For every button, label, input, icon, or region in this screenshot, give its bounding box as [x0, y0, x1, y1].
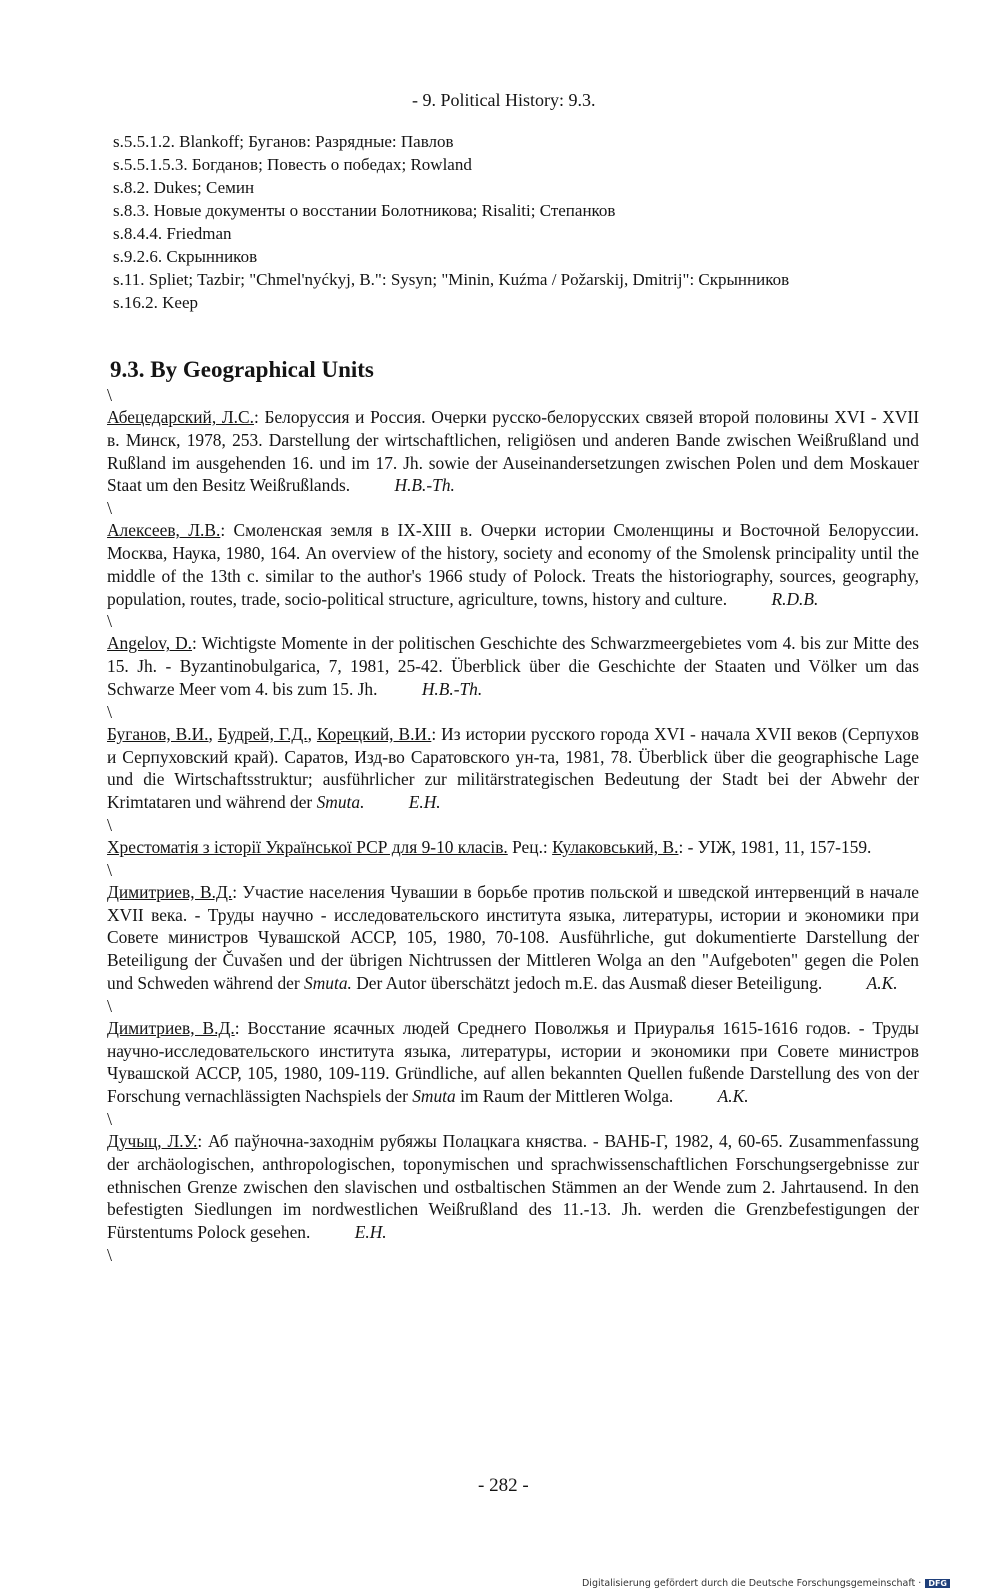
author-punctuation: , [307, 723, 317, 744]
entry-body: Аб паўночна-заходнім рубяжы Полацкага княства. - ВАНБ-Г, 1982, 4, 60-65. Zusammenfassung der archäologischen, anthropologischen, toponymischen und sprachwissenschaftlichen Forschungsergebnisse zur ethnischen Grenze zwischen den slavischen und ostbaltischen Stämmen an der Wende zum 2. Jahrtausend. In den befestigten Siedlungen im nordwestlichen Weißrußland des 11.-13. Jh. werden die Grenzbefestigungen der Fürstentums Polock gesehen. [107, 1130, 919, 1243]
reviewer-initials: R.D.B. [771, 588, 819, 609]
author-punctuation: : [232, 881, 238, 902]
entry-body: Белоруссия и Россия. Очерки русско-белорусских связей второй половины XVI - XVII в. Минск, 1978, 253. Darstellung der wirtschaftlichen, religiösen und anderen Bande zwischen Weißrußland und Rußland im ausgehenden 16. und im 17. Jh. sowie der Auseinandersetzungen zwischen Polen und dem Moskauer Staat um den Besitz Weißrußlands. [107, 407, 920, 496]
page-header: - 9. Political History: 9.3. [412, 90, 596, 110]
entry-body: : - УІЖ, 1981, 11, 157-159. [678, 836, 872, 857]
entry-author: Буганов, В.И. [107, 723, 209, 744]
cross-reference: s.9.2.6. Скрынников [113, 247, 258, 266]
bibliography-entry [107, 881, 919, 995]
entry-body: Der Autor überschätzt jedoch m.E. das Ausmaß dieser Beteiligung. [351, 972, 823, 993]
bibliography-entry [107, 723, 919, 814]
reviewer-initials: A.K. [866, 972, 898, 993]
reviewer-initials: H.B.-Th. [394, 475, 455, 496]
entry-author: Дучыц, Л.У. [107, 1130, 198, 1151]
italic-term: Smuta [412, 1086, 456, 1107]
author-punctuation: : [197, 1130, 203, 1151]
entry-separator: \ [107, 385, 113, 405]
author-punctuation: : [431, 723, 437, 744]
entry-author: Димитриев, В.Д. [107, 881, 233, 902]
entry-body: Участие населения Чувашии в борьбе против польской и шведской интервенций в начале XVII века. - Труды научно - исследовательского института языка, литературы, истории и экономики при Совете министров Чувашской АССР, 105, 1980, 70-108. Ausführliche, gut dokumentierte Darstellung der Beteiligung der Čuvašen und der übrigen Nichtrussen der Mittleren Wolga an den "Aufgeboten" gegen die Polen und Schweden während der [107, 881, 919, 993]
bibliography-entry [107, 406, 919, 497]
footer [582, 1578, 950, 1589]
bibliography-entry [107, 1017, 919, 1108]
bibliography-entry [107, 632, 919, 700]
entry-author: Димитриев, В.Д. [107, 1017, 235, 1038]
entry-body: Wichtigste Momente in der politischen Geschichte des Schwarzmeergebietes vom 4. bis zur Mitte des 15. Jh. - Byzantinobulgarica, 7, 1981, 25-42. Überblick über die Geschichte der Staaten und Völker um das Schwarze Meer vom 4. bis zum 15. Jh. [107, 633, 919, 699]
entry-reviewer: Кулаковський, В. [552, 836, 679, 857]
entry-author: Корецкий, В.И. [316, 723, 432, 744]
entry-separator: \ [107, 814, 113, 835]
entry-separator: \ [107, 995, 113, 1016]
entry-body: Рец.: [507, 836, 553, 857]
author-punctuation: , [208, 723, 218, 744]
cross-reference: s.11. Spliet; Tazbir; "Chmel'nyćkyj, B.": Sysyn; "Minin, Kuźma / Požarskij, Dmitrij": Скрынников [113, 270, 790, 289]
author-punctuation: : [253, 407, 259, 427]
cross-references [113, 130, 913, 314]
footer-text: Digitalisierung gefördert durch die Deutsche Forschungsgemeinschaft · [581, 1578, 922, 1589]
cross-reference: s.5.5.1.5.3. Богданов; Повесть о победах; Rowland [113, 155, 472, 174]
section-heading: 9.3. By Geographical Units [110, 357, 374, 382]
entry-author: Абецедарский, Л.С. [107, 407, 254, 427]
italic-term: Smuta. [304, 972, 352, 993]
page-number: - 282 - [478, 1475, 529, 1496]
entry-author: Angelov, D. [107, 633, 193, 654]
entry-separator: \ [107, 701, 113, 722]
cross-reference: s.8.2. Dukes; Семин [113, 178, 255, 197]
bibliography-entry [107, 836, 919, 859]
entry-body: Смоленская земля в IX-XIII в. Очерки истории Смоленщины и Восточной Белоруссии. Москва, Наука, 1980, 164. An overview of the history, society and economy of the Smolensk principality until the middle of the 13th c. similar to the author's 1966 study of Polock. Treats the historiography, sources, geography, population, routes, trade, socio-political structure, agriculture, towns, history and culture. [107, 520, 919, 609]
cross-reference: s.8.4.4. Friedman [113, 224, 232, 243]
entry-body: Из истории русского города XVI - начала XVII веков (Серпухов и Серпуховский край). Саратов, Изд-во Саратовского ун-та, 1981, 78. Überblick über die geographische Lage und die Wirtschaftsstruktur; ausführlicher zur militärstrategischen Bedeutung der Stadt bei der Abwehr der Krimtataren und während der [107, 723, 919, 813]
italic-term: Smuta. [316, 792, 365, 813]
cross-reference: s.8.3. Новые документы о восстании Болотникова; Risaliti; Степанков [113, 201, 616, 220]
reviewer-initials: H.B.-Th. [421, 678, 483, 699]
entry-separator: \ [107, 498, 113, 519]
dfg-logo: DFG [925, 1579, 950, 1588]
reviewer-initials: A.K. [717, 1086, 749, 1107]
entry-separator: \ [107, 859, 113, 880]
entry-author: Будрей, Г.Д. [217, 723, 308, 744]
bibliography-entry [107, 1130, 919, 1244]
bibliography-entries [107, 384, 919, 1266]
cross-reference: s.5.5.1.2. Blankoff; Буганов: Разрядные: Павлов [113, 132, 454, 151]
bibliography-entry [107, 519, 919, 610]
entry-body: im Raum der Mittleren Wolga. [455, 1086, 674, 1107]
entry-body: Восстание ясачных людей Среднего Поволжья и Приуралья 1615-1616 годов. - Труды научно-исследовательского института языка, литературы, истории и экономики при Совете министров Чувашской АССР, 105, 1980, 109-119. Gründliche, auf allen bekannten Quellen fußende Darstellung des von der Forschung vernachlässigten Nachspiels der [107, 1017, 919, 1107]
entry-title: Хрестоматія з історії Української РСР для 9-10 класів. [107, 836, 508, 857]
entry-separator: \ [107, 1108, 113, 1129]
reviewer-initials: E.H. [354, 1222, 387, 1243]
entry-separator: \ [107, 611, 113, 632]
author-punctuation: : [220, 520, 226, 541]
author-punctuation: : [234, 1017, 240, 1038]
author-punctuation: : [192, 633, 197, 654]
reviewer-initials: E.H. [408, 792, 441, 813]
entry-author: Алексеев, Л.В. [107, 520, 221, 541]
cross-reference: s.16.2. Keep [113, 293, 198, 312]
entry-separator: \ [107, 1244, 113, 1265]
